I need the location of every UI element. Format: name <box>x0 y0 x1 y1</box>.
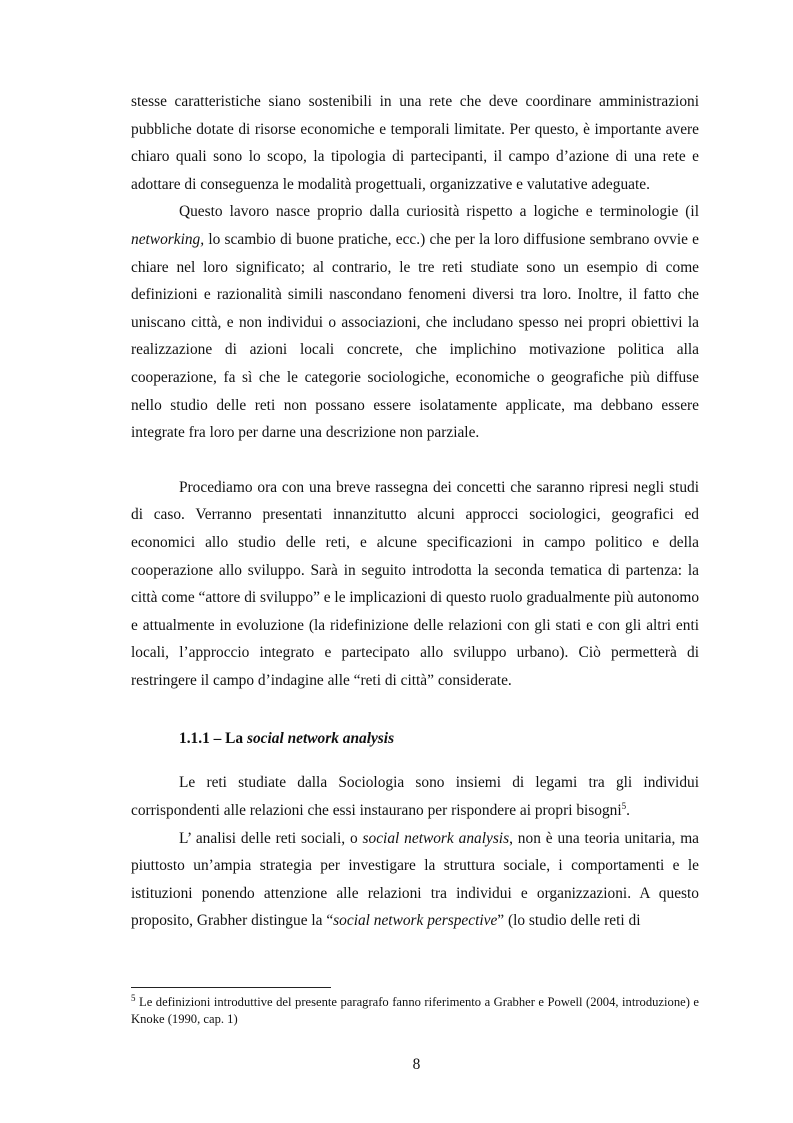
paragraph-5-emphasis: social network analysis <box>362 829 510 847</box>
footnote-divider <box>131 987 331 988</box>
paragraph-2 <box>131 198 699 446</box>
paragraph-5-text-c: ” (lo studio delle reti di <box>497 912 641 930</box>
footnote <box>131 994 699 1028</box>
section-heading <box>131 725 699 752</box>
footnote-reference: 5 <box>621 800 627 811</box>
paragraph-5-text-b: , non è una teoria unitaria, ma piuttosto un’ampia strategia per investigare la struttura sociale, i comportamenti e le istituzioni ponendo attenzione alle relazioni tra individui e organizzazioni. A questo proposito, Grabher distingue la “ <box>131 829 699 930</box>
body-text <box>131 88 699 935</box>
paragraph-4-end: . <box>626 802 630 820</box>
paragraph-2-text-b: lo scambio di buone pratiche, ecc.) che per la loro diffusione sembrano ovvie e chiare nel loro significato; al contrario, le tre reti studiate sono un esempio di come definizioni e razionalità simili nascondano fenomeni diversi tra loro. Inoltre, il fatto che uniscano città, e non individui o associazioni, che includano spesso nei propri obiettivi la realizzazione di azioni locali concrete, che implichino motivazione politica alla cooperazione, fa sì che le categorie sociologiche, economiche o geografiche più diffuse nello studio delle reti non possano essere isolatamente applicate, ma debbano essere integrate fra loro per darne una descrizione non parziale. <box>131 230 699 442</box>
paragraph-5-emphasis-2: social network perspective <box>333 912 498 930</box>
paragraph-2-text-a: Questo lavoro nasce proprio dalla curiosità rispetto a logiche e terminologie (il <box>179 203 699 221</box>
section-heading-emphasis: social network analysis <box>246 730 395 748</box>
paragraph-5 <box>131 825 699 935</box>
page-number: 8 <box>412 1056 421 1073</box>
paragraph-4-text: Le reti studiate dalla Sociologia sono insiemi di legami tra gli individui corrispondenti alle relazioni che essi instaurano per rispondere ai propri bisogni <box>131 774 699 820</box>
paragraph-4 <box>131 769 699 824</box>
paragraph-2-emphasis: networking, <box>131 230 205 248</box>
paragraph-5-text-a: L’ analisi delle reti sociali, o <box>179 829 363 847</box>
paragraph-1: stesse caratteristiche siano sostenibili in una rete che deve coordinare amministrazioni pubbliche dotate di risorse economiche e temporali limitate. Per questo, è importante avere chiaro quali sono lo scopo, la tipologia di partecipanti, il campo d’azione di una rete e adottare di conseguenza le modalità progettuali, organizzative e valutative adeguate. <box>131 93 699 193</box>
footnote-text: Le definizioni introduttive del presente paragrafo fanno riferimento a Grabher e Powell (2004, introduzione) e Knoke (1990, cap. 1) <box>131 995 699 1026</box>
footnote-mark: 5 <box>131 992 136 1003</box>
paragraph-3: Procediamo ora con una breve rassegna dei concetti che saranno ripresi negli studi di caso. Verranno presentati innanzitutto alcuni approcci sociologici, geografici ed economici allo studio delle reti, e alcune specificazioni in campo politico e della cooperazione allo sviluppo. Sarà in seguito introdotta la seconda tematica di partenza: la città come “attore di sviluppo” e le implicazioni di questo ruolo gradualmente più autonomo e attualmente in evoluzione (la ridefinizione delle relazioni con gli stati e con gli altri enti locali, l’approccio integrato e partecipato allo sviluppo urbano). Ciò permetterà di restringere il campo d’indagine alle “reti di città” considerate. <box>131 478 700 689</box>
section-heading-number: 1.1.1 – La <box>179 730 247 748</box>
